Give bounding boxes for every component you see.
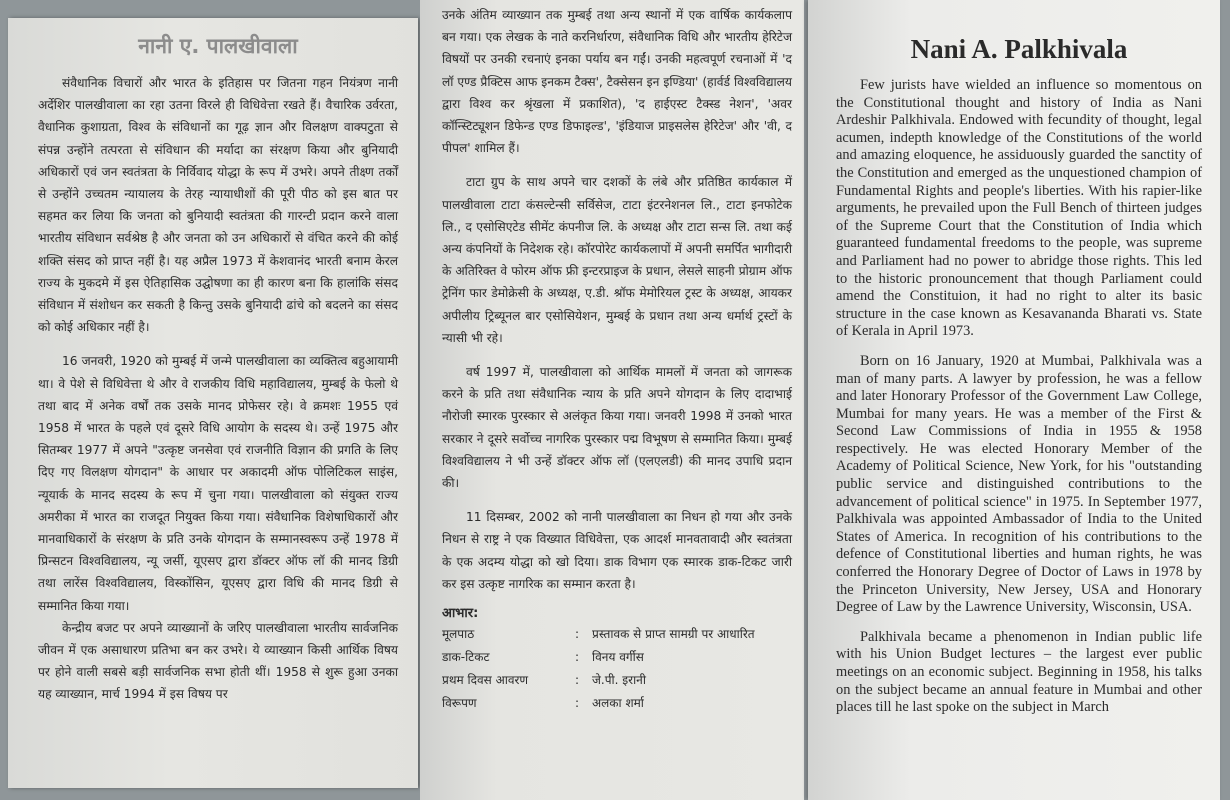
ack-row-cancellation	[442, 692, 792, 715]
left-panel-hindi	[8, 18, 418, 788]
ack-colon: :	[574, 627, 580, 642]
ack-label: डाक-टिकट	[442, 650, 490, 665]
ack-colon: :	[574, 696, 580, 711]
ack-row-fdc	[442, 669, 792, 692]
ack-row-stamp	[442, 646, 792, 669]
ack-value: विनय वर्गीस	[592, 650, 644, 665]
middle-panel-hindi	[420, 0, 804, 800]
english-paragraph-1: Few jurists have wielded an influence so momentous on the Constitutional thought and history of India as Nani Ardeshir Palkhivala. Endowed with fecundity of thought, legal acumen, indepth knowledge of the Constitutions of the world and amazing eloquence, he assiduously guarded the sanctity of the Constitution and emerged as the unquestioned champion of Fundamental Rights and people's liberties. With his rapier-like arguments, he prevailed upon the Full Bench of thirteen judges of the Supreme Court that the Constitution of India which guaranteed fundamental freedoms to the people, was supreme and Parliament had no power to abridge those rights. This led to the historic pronouncement that though Parliament could amend the Constituion, it had no right to alter its basic structure in the case known as Kesavananda Bharati vs. State of Kerala in April 1973.	[836, 77, 1202, 340]
ack-colon: :	[574, 673, 580, 688]
hindi-paragraph-6: वर्ष 1997 में, पालखीवाला को आर्थिक मामलों में जनता को जागरूक करने के प्रति तथा संवैधानिक न्याय के प्रति अपने योगदान के लिए दादाभाई नौरोजी स्मारक पुरस्कार से अलंकृत किया गया। जनवरी 1998 में उनको भारत सरकार ने दूसरे सर्वोच्च नागरिक पुरस्कार पद्म विभूषण से सम्मानित किया। मुम्बई विश्वविद्यालय ने भी उन्हें डॉक्टर ऑफ लॉ (एलएलडी) की मानद उपाधि प्रदान की।	[442, 365, 792, 491]
hindi-paragraph-1: संवैधानिक विचारों और भारत के इतिहास पर जितना गहन नियंत्रण नानी अर्देशिर पालखीवाला का रहा उतना विरले ही विधिवेत्ता रखते हैं। वैचारिक उर्वरता, वैधानिक कुशाग्रता, विश्व के संविधानों का गूढ़ ज्ञान और विलक्षण वाक्पटुता से संपन्न उन्होंने तत्परता से संविधान की मर्यादा का संरक्षण किया और बुनियादी अधिकारों एवं जन स्वतंत्रता के निर्विवाद योद्धा के रूप में उभरे। अपने तीक्ष्ण तर्कों से उन्होंने उच्चतम न्यायालय के तेरह न्यायाधीशों की पूरी पीठ को इस बात पर सहमत कर लिया कि जनता को बुनियादी स्वतंत्रता की गारन्टी प्रदान करने वाला भारतीय संविधान सर्वश्रेष्ठ है और जनता को उन अधिकारों से वंचित करने की कोई शक्ति संसद को प्राप्त नहीं है। यह अप्रैल 1973 में केशवानंद भारती बनाम केरल राज्य के मुकदमे में इस ऐतिहासिक उद्घोषणा का ही कारण बना कि हालांकि संसद संविधान में संशोधन कर सकती है किन्तु उसके बुनियादी ढांचे को बदलने का संसद को कोई अधिकार नहीं है।	[38, 76, 398, 335]
english-paragraph-2: Born on 16 January, 1920 at Mumbai, Palkhivala was a man of many parts. A lawyer by profession, he was a fellow and later Honorary Professor of the Government Law College, Mumbai for many years. He was a member of the First & Second Law Commissions of India in 1955 & 1958 respectively. He was elected Honorary Member of the Academy of Political Science, New York, for his "outstanding public service and distinguished contributions to the advancement of political science" in 1975. In September 1977, Palkhivala was appointed Ambassador of India to the United States of America. In recognition of his contributions to the defence of Constitutional liberties and human rights, he was conferred the Honorary Degree of Doctor of Laws in 1978 by the Princeton University, New Jersey, USA and Honorary Degree of Law by the Lawrence University, Wisconsin, USA.	[836, 352, 1202, 616]
ack-label: मूलपाठ	[442, 627, 475, 642]
english-paragraph-3: Palkhivala became a phenomenon in Indian public life with his Union Budget lectures – the largest ever public meetings on an economic subject. Beginning in 1958, his talks on the subject became an annual feature in Mumbai and other places till he last spoke on the subject in March	[836, 628, 1202, 716]
right-panel-english	[808, 0, 1220, 800]
acknowledgements-title: आभार:	[442, 606, 479, 622]
hindi-title: नानी ए. पालखीवाला	[138, 34, 298, 58]
ack-value: प्रस्तावक से प्राप्त सामग्री पर आधारित	[592, 627, 755, 642]
acknowledgements	[442, 603, 792, 715]
hindi-paragraph-3: केन्द्रीय बजट पर अपने व्याख्यानों के जरिए पालखीवाला भारतीय सार्वजनिक जीवन में एक असाधारण प्रतिभा बन कर उभरे। ये व्याख्यान किसी आर्थिक विषय पर होने वाली सबसे बड़ी सार्वजनिक सभा होती थीं। 1958 से शुरू हुआ उनका यह व्याख्यान, मार्च 1994 में इस विषय पर	[38, 620, 398, 702]
ack-value: जे.पी. इरानी	[592, 673, 646, 688]
ack-value: अलका शर्मा	[592, 696, 644, 711]
ack-label: प्रथम दिवस आवरण	[442, 673, 529, 688]
ack-row-text	[442, 623, 792, 646]
ack-label: विरूपण	[442, 696, 477, 711]
hindi-paragraph-2: 16 जनवरी, 1920 को मुम्बई में जन्मे पालखीवाला का व्यक्तित्व बहुआयामी था। वे पेशे से विधिवेत्ता थे और वे राजकीय विधि महाविद्यालय, मुम्बई के फेलो थे तथा बाद में अनेक वर्षों तक उसके मानद प्रोफेसर रहे। वे क्रमशः 1955 एवं 1958 में भारत के पहले एवं दूसरे विधि आयोग के सदस्य थे। उन्हें 1975 और सितम्बर 1977 में अपने "उत्कृष्ट जनसेवा एवं राजनीति विज्ञान की प्रगति के लिए दिए गए विलक्षण योगदान" के आधार पर अकादमी ऑफ पोलिटिकल साइंस, न्यूयार्क के मानद सदस्य के रूप में चुना गया। पालखीवाला को संयुक्त राज्य अमरीका में भारत का राजदूत नियुक्त किया गया। संवैधानिक विशेषाधिकारों और मानवाधिकारों के संरक्षण के प्रति उनके योगदान के सम्मानस्वरूप उन्हें 1978 में प्रिन्सटन विश्वविद्यालय, न्यू जर्सी, यूएसए द्वारा डॉक्टर ऑफ लॉ की मानद डिग्री तथा लारेंस विश्वविद्यालय, विस्कोंसिन, यूएसए द्वारा विधि की मानद डिग्री से सम्मानित किया गया।	[38, 354, 398, 613]
english-title: Nani A. Palkhivala	[910, 34, 1128, 64]
ack-colon: :	[574, 650, 580, 665]
hindi-paragraph-7: 11 दिसम्बर, 2002 को नानी पालखीवाला का निधन हो गया और उनके निधन से राष्ट्र ने एक विख्यात विधिवेत्ता, एक आदर्श मानवतावादी और स्वतंत्रता के एक अदम्य योद्धा को खो दिया। डाक विभाग एक स्मारक डाक-टिकट जारी कर इस उत्कृष्ट नागरिक का सम्मान करता है।	[442, 510, 792, 591]
hindi-paragraph-4: उनके अंतिम व्याख्यान तक मुम्बई तथा अन्य स्थानों में एक वार्षिक कार्यकलाप बन गया। एक लेखक के नाते करनिर्धारण, संवैधानिक विधि और भारतीय हेरिटेज विषयों पर उनकी रचनाएं इनका पर्याय बन गईं। उनकी महत्वपूर्ण रचनाओं में 'द लॉ एण्ड प्रैक्टिस आफ इनकम टैक्स', टैक्सेसन इन इण्डिया' (हार्वर्ड विश्वविद्यालय द्वारा विश्व कर श्रृंखला में प्रकाशित), 'द हाईएस्ट टैक्स्ड नेशन', 'अवर कॉन्स्टिट्यूशन डिफेन्ड एण्ड डिफाइल्ड', 'इंडियाज प्राइसलेस हेरिटेज' और 'वी, द पीपल' शामिल हैं।	[442, 8, 792, 156]
hindi-paragraph-5: टाटा ग्रुप के साथ अपने चार दशकों के लंबे और प्रतिष्ठित कार्यकाल में पालखीवाला टाटा कंसल्टेन्सी सर्विसेज, टाटा इंटरनेशनल लि., टाटा इनफोटेक लि., द एसोसिएटेड सीमेंट कंपनीज लि. के अध्यक्ष और टाटा सन्स लि. तथा कई अन्य कंपनियों के निदेशक रहे। कॉरपोरेट कार्यकलापों में अपनी समर्पित भागीदारी के अतिरिक्त वे फोरम ऑफ फ्री इन्टरप्राइज के प्रधान, लेसले साहनी प्रोग्राम ऑफ ट्रेनिंग फार डेमोक्रेसी के अध्यक्ष, ए.डी. श्रॉफ मेमोरियल ट्रस्ट के अध्यक्ष, आयकर अपीलीय ट्रिब्यूनल बार एसोसियेशन, मुम्बई के प्रधान तथा अन्य धर्मार्थ ट्रस्टों के न्यासी भी रहे।	[442, 175, 792, 345]
